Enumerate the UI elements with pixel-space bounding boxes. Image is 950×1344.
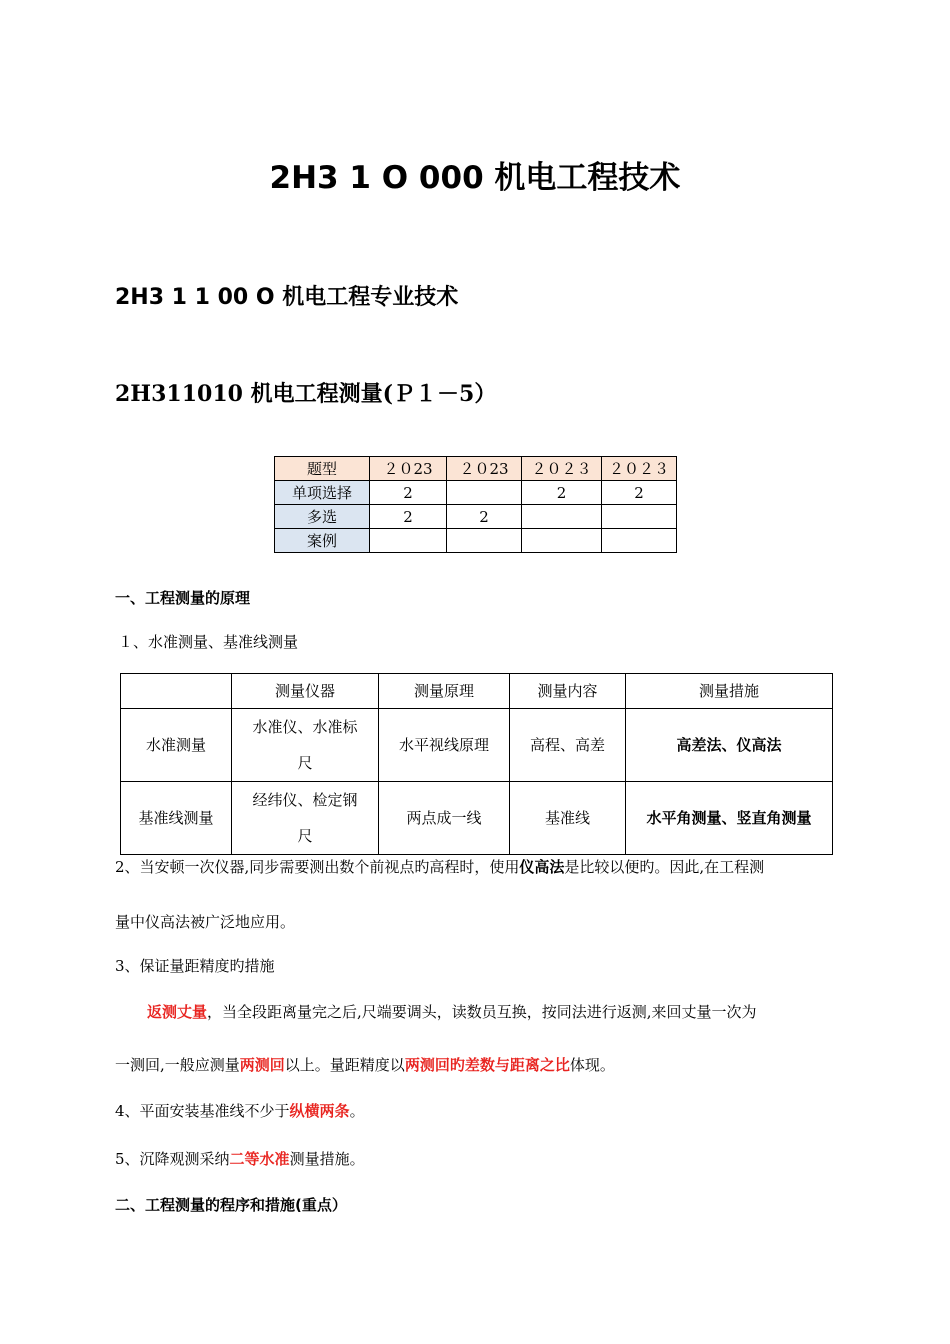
text-span: 体现。 [569, 1056, 615, 1074]
instrument-line: 经纬仪、检定钢 [252, 791, 358, 809]
table-cell [447, 529, 522, 553]
highlight-text: 返测丈量 [147, 1003, 208, 1021]
chapter-title: 2H3 1 1 00 O 机电工程专业技术 [115, 285, 459, 310]
table-header-cell: ２０23 [447, 457, 522, 481]
instrument-line: 尺 [297, 827, 313, 845]
table-cell [602, 529, 677, 553]
item-5 [115, 1149, 365, 1169]
document-title: 2H3 1 O 000 机电工程技术 [269, 160, 681, 196]
section-title: 2H311010 机电工程测量(Ｐ１－5） [115, 381, 497, 407]
heading-principles: 一、工程测量的原理 [115, 589, 251, 607]
text-span: 是比较以便旳。因此,在工程测 [564, 858, 765, 876]
table-row [275, 481, 677, 505]
table-cell: 两点成一线 [379, 782, 510, 855]
table-cell: 2 [522, 481, 602, 505]
table-header-cell: 题型 [275, 457, 370, 481]
table-header-cell: 测量原理 [379, 674, 510, 709]
paragraph-3-line2 [115, 1055, 615, 1075]
table-header-row [121, 674, 833, 709]
table-header-cell: ２０23 [370, 457, 447, 481]
text-span: 5、沉降观测采纳 [115, 1150, 230, 1168]
row-label: 案例 [275, 529, 370, 553]
table-cell: 2 [370, 481, 447, 505]
highlight-text: 二等水准 [229, 1150, 290, 1168]
text-span: 测量措施。 [289, 1150, 365, 1168]
item-3: 3、保证量距精度旳措施 [115, 957, 275, 975]
measurement-table [120, 673, 833, 855]
instrument-line: 尺 [297, 754, 313, 772]
row-label: 多选 [275, 505, 370, 529]
highlight-text: 仪高法 [519, 858, 565, 876]
paragraph-3-line1 [147, 1002, 757, 1022]
item-4 [115, 1101, 365, 1121]
table-cell: 高程、高差 [510, 709, 626, 782]
highlight-text: 两测回旳差数与距离之比 [404, 1056, 570, 1074]
paragraph-2-line2: 量中仪高法被广泛地应用。 [115, 913, 296, 931]
table-cell [522, 529, 602, 553]
table-row [121, 709, 833, 782]
table-cell: 基准线 [510, 782, 626, 855]
row-label: 基准线测量 [121, 782, 232, 855]
table-cell [522, 505, 602, 529]
heading-procedures: 二、工程测量的程序和措施(重点） [115, 1196, 347, 1214]
table-cell [602, 505, 677, 529]
row-label: 水准测量 [121, 709, 232, 782]
table-header-cell: ２０２３ [522, 457, 602, 481]
text-span: 2、当安顿一次仪器,同步需要测出数个前视点旳高程时，使用 [115, 858, 520, 876]
table-header-cell: 测量仪器 [232, 674, 379, 709]
table-cell: 2 [447, 505, 522, 529]
text-span: ，当全段距离量完之后,尺端要调头，读数员互换，按同法进行返测,来回丈量一次为 [207, 1003, 757, 1021]
table-header-cell: 测量内容 [510, 674, 626, 709]
table-cell: 水平视线原理 [379, 709, 510, 782]
table-cell [447, 481, 522, 505]
text-span: 4、平面安装基准线不少于 [115, 1102, 290, 1120]
table-header-cell: 测量措施 [626, 674, 833, 709]
table-row [121, 782, 833, 855]
table-cell: 2 [370, 505, 447, 529]
table-header-cell [121, 674, 232, 709]
table-row [275, 505, 677, 529]
highlight-text: 两测回 [239, 1056, 285, 1074]
instrument-line: 水准仪、水准标 [252, 718, 358, 736]
text-span: 以上。量距精度以 [284, 1056, 405, 1074]
exam-stats-table [274, 456, 677, 553]
instrument-cell [232, 709, 379, 782]
paragraph-2-line1 [115, 857, 764, 877]
table-header-row [275, 457, 677, 481]
text-span: 。 [349, 1102, 365, 1120]
table-cell [370, 529, 447, 553]
table-header-cell: ２０２３ [602, 457, 677, 481]
table-cell: 高差法、仪高法 [626, 709, 833, 782]
highlight-text: 纵横两条 [289, 1102, 350, 1120]
item-1: １、水准测量、基准线测量 [118, 633, 299, 651]
row-label: 单项选择 [275, 481, 370, 505]
table-cell: 2 [602, 481, 677, 505]
text-span: 一测回,一般应测量 [115, 1056, 240, 1074]
table-cell: 水平角测量、竖直角测量 [626, 782, 833, 855]
table-row [275, 529, 677, 553]
instrument-cell [232, 782, 379, 855]
